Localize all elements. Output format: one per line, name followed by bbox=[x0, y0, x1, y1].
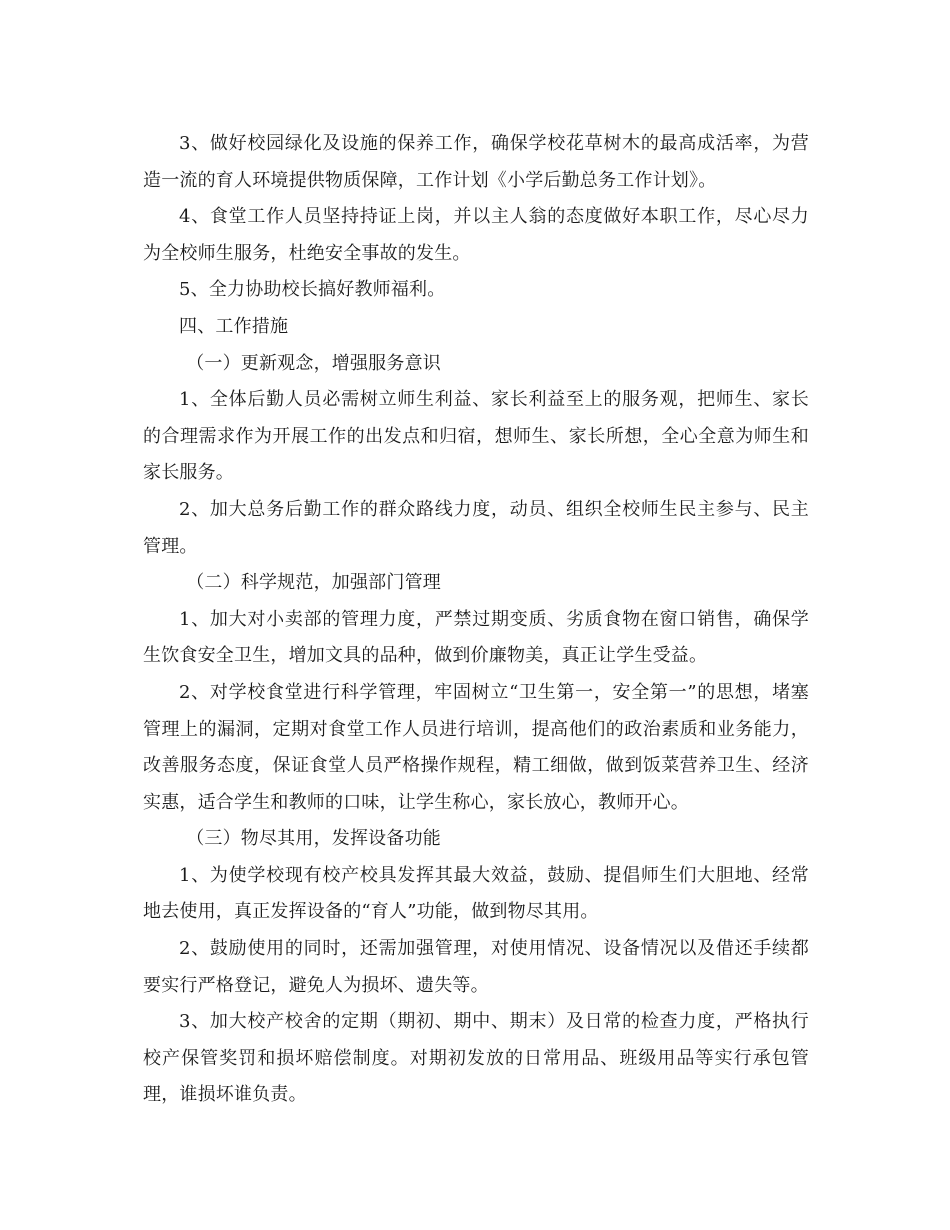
section-heading-measures: 四、工作措施 bbox=[179, 315, 289, 337]
paragraph-equipment-registration: 2、鼓励使用的同时，还需加强管理，对使用情况、设备情况以及借还手续都要实行严格登记，避免人为损坏、遗失等。 bbox=[143, 938, 809, 996]
paragraph-teacher-welfare: 5、全力协助校长搞好教师福利。 bbox=[179, 279, 446, 301]
paragraph-mass-line: 2、加大总务后勤工作的群众路线力度，动员、组织全校师生民主参与、民主管理。 bbox=[143, 498, 809, 557]
paragraph-canteen-staff: 4、食堂工作人员坚持持证上岗，并以主人翁的态度做好本职工作，尽心尽力为全校师生服务，杜绝安全事故的发生。 bbox=[143, 206, 809, 264]
paragraph-shop-management: 1、加大对小卖部的管理力度，严禁过期变质、劣质食物在窗口销售，确保学生饮食安全卫生，增加文具的品种，做到价廉物美，真正让学生受益。 bbox=[143, 608, 809, 667]
paragraph-canteen-management: 2、对学校食堂进行科学管理，牢固树立“卫生第一，安全第一”的思想，堵塞管理上的漏洞，定期对食堂工作人员进行培训，提高他们的政治素质和业务能力，改善服务态度，保证食堂人员严格操作规程，精工细做，做到饭菜营养卫生、经济实惠，适合学生和教师的口味，让学生称心，家长放心，教师开心。 bbox=[143, 681, 809, 813]
paragraph-greening: 3、做好校园绿化及设施的保养工作，确保学校花草树木的最高成活率，为营造一流的育人环境提供物质保障，工作计划《小学后勤总务工作计划》。 bbox=[143, 133, 809, 191]
document-body bbox=[143, 126, 809, 1114]
paragraph-service-view: 1、全体后勤人员必需树立师生利益、家长利益至上的服务观，把师生、家长的合理需求作为开展工作的出发点和归宿，想师生、家长所想，全心全意为师生和家长服务。 bbox=[143, 389, 809, 484]
subheading-department-management: （二）科学规范，加强部门管理 bbox=[186, 572, 441, 594]
subheading-service-awareness: （一）更新观念，增强服务意识 bbox=[186, 352, 441, 374]
paragraph-equipment-benefit: 1、为使学校现有校产校具发挥其最大效益，鼓励、提倡师生们大胆地、经常地去使用，真正发挥设备的“育人”功能，做到物尽其用。 bbox=[143, 864, 809, 923]
subheading-equipment-use: （三）物尽其用，发挥设备功能 bbox=[186, 828, 441, 850]
paragraph-property-inspection: 3、加大校产校舍的定期（期初、期中、期末）及日常的检查力度，严格执行校产保管奖罚和损坏赔偿制度。对期初发放的日常用品、班级用品等实行承包管理，谁损坏谁负责。 bbox=[143, 1011, 809, 1106]
